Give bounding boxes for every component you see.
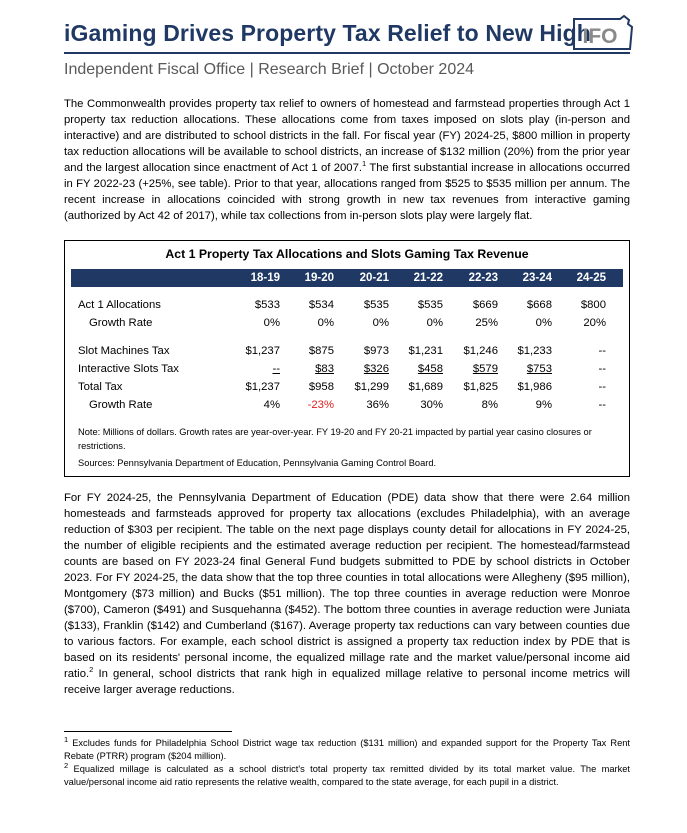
table-cell: $1,689 <box>408 381 443 393</box>
table-title: Act 1 Property Tax Allocations and Slots Gaming Tax Revenue <box>165 247 529 261</box>
column-header: 19-20 <box>304 272 334 284</box>
row-label: Growth Rate <box>89 317 153 329</box>
row-label: Slot Machines Tax <box>78 345 170 357</box>
table-cell: $1,246 <box>463 345 498 357</box>
table-cell: 0% <box>317 317 334 329</box>
footnote-1: $^1$ Excludes funds for Philadelphia School District wage tax reduction ($131 million) and expanded support for the Property Tax Rent Rebate (PTRR) program ($204 million). <box>64 734 630 761</box>
table-note: Note: Millions of dollars. Growth rates are year-over-year. FY 19-20 and FY 20-21 impacted by partial year casino closures or restrictions. <box>78 427 592 451</box>
column-header: 21-22 <box>413 272 443 284</box>
table-row <box>65 297 629 313</box>
table-cell: 4% <box>263 399 280 411</box>
table-row <box>65 343 629 359</box>
table-cell: -- <box>598 345 606 357</box>
row-label: Growth Rate <box>89 399 153 411</box>
table-cell: 8% <box>481 399 498 411</box>
row-label: Act 1 Allocations <box>78 299 161 311</box>
table-cell: $83 <box>315 363 334 375</box>
table-cell: -- <box>598 381 606 393</box>
column-header: 20-21 <box>359 272 389 284</box>
table-cell: $753 <box>526 363 552 375</box>
footnote-2: $^2$ Equalized millage is calculated as a school district's total property tax remitted divided by its total market value. The market value/personal income aid ratio represents the relative wealth, compared to the state average, for each pupil in a district. <box>64 760 630 787</box>
table-cell: $668 <box>526 299 552 311</box>
table-cell: $800 <box>580 299 606 311</box>
table-cell: 9% <box>535 399 552 411</box>
column-header: 23-24 <box>522 272 552 284</box>
svg-text:IFO: IFO <box>582 25 618 48</box>
table-cell: $1,237 <box>245 345 280 357</box>
table-row <box>65 361 629 377</box>
ifo-logo <box>570 13 634 55</box>
table-cell: -- <box>598 399 606 411</box>
table-cell: $1,986 <box>517 381 552 393</box>
table-cell: $458 <box>417 363 443 375</box>
table-cell: 36% <box>366 399 389 411</box>
table-cell: $1,233 <box>517 345 552 357</box>
table-cell: $1,237 <box>245 381 280 393</box>
table-sources: Sources: Pennsylvania Department of Education, Pennsylvania Gaming Control Board. <box>78 458 437 468</box>
table-cell: $1,299 <box>354 381 389 393</box>
row-label: Interactive Slots Tax <box>78 363 179 375</box>
table-cell: $579 <box>472 363 498 375</box>
allocations-table <box>64 240 630 477</box>
table-cell: 0% <box>372 317 389 329</box>
table-cell: -23% <box>307 399 334 411</box>
footnote-ref-2: 2 <box>89 665 94 675</box>
row-label: Total Tax <box>78 381 123 393</box>
table-cell: 0% <box>535 317 552 329</box>
table-cell: $533 <box>254 299 280 311</box>
table-cell: 25% <box>475 317 498 329</box>
table-cell: 30% <box>420 399 443 411</box>
footnote-ref-1: 1 <box>362 159 367 169</box>
table-cell: $669 <box>472 299 498 311</box>
table-row <box>65 379 629 395</box>
table-header-row <box>71 269 623 287</box>
table-cell: $973 <box>363 345 389 357</box>
table-cell: $875 <box>308 345 334 357</box>
table-cell: $958 <box>308 381 334 393</box>
table-cell: $326 <box>363 363 389 375</box>
table-cell: -- <box>272 363 280 375</box>
table-cell: -- <box>598 363 606 375</box>
table-cell: 0% <box>426 317 443 329</box>
analysis-paragraph: For FY 2024-25, the Pennsylvania Department of Education (PDE) data show that there were 2.64 million homesteads and farmsteads approved for property tax allocations (excludes Philadelphia), with an average reduction of $303 per recipient. The table on the next page displays county detail for allocations in FY 2024-25, the number of eligible recipients and the estimated average reduction per recipient. The homestead/farmstead counts are based on FY 2023-24 final General Fund budgets submitted to PDE by school districts in October 2023. For FY 2024-25, the data show that the top three counties in total allocations were Allegheny ($95 million), Montgomery ($73 million) and Bucks ($51 million). The top three counties in average reduction were Monroe ($700), Cameron ($491) and Susquehanna ($452). The bottom three counties in average reduction were Juniata ($133), Franklin ($142) and Cumberland ($167). Average property tax reductions can vary between counties due to various factors. For example, each school district is assigned a property tax reduction index by PDE that is based on its residents' personal income, the equalized millage rate and the market value/personal income aid ratio.$^2$ In general, school districts that rank high in equalized millage relative to personal income metrics will receive larger average reductions. <box>64 492 630 696</box>
table-cell: $535 <box>363 299 389 311</box>
page-subtitle: Independent Fiscal Office | Research Brief | October 2024 <box>64 61 475 78</box>
column-header: 24-25 <box>576 272 606 284</box>
table-cell: $1,231 <box>408 345 443 357</box>
table-cell: 0% <box>263 317 280 329</box>
table-row <box>65 397 629 413</box>
page-title: iGaming Drives Property Tax Relief to New High <box>64 20 591 46</box>
table-cell: $534 <box>308 299 334 311</box>
column-header: 22-23 <box>468 272 498 284</box>
table-cell: 20% <box>583 317 606 329</box>
intro-paragraph: The Commonwealth provides property tax relief to owners of homestead and farmstead properties through Act 1 property tax reduction allocations. These allocations come from taxes imposed on slots play (in-person and interactive) and are distributed to school districts in the fall. For fiscal year (FY) 2024-25, $800 million in property tax reduction allocations will be available to school districts, an increase of $132 million (20%) from the prior year and the largest allocation since enactment of Act 1 of 2007.$^1$ The first substantial increase in allocations occurred in FY 2022-23 (+25%, see table). Prior to that year, allocations ranged from $525 to $535 million per annum. The recent increase in allocations coincided with strong growth in new tax revenues from interactive gaming (authorized by Act 42 of 2017), while tax collections from in-person slots play were largely flat. <box>64 98 630 222</box>
table-cell: $535 <box>417 299 443 311</box>
column-header: 18-19 <box>250 272 280 284</box>
footnote-rule <box>64 731 232 732</box>
table-row <box>65 315 629 331</box>
title-rule <box>64 52 630 54</box>
table-cell: $1,825 <box>463 381 498 393</box>
